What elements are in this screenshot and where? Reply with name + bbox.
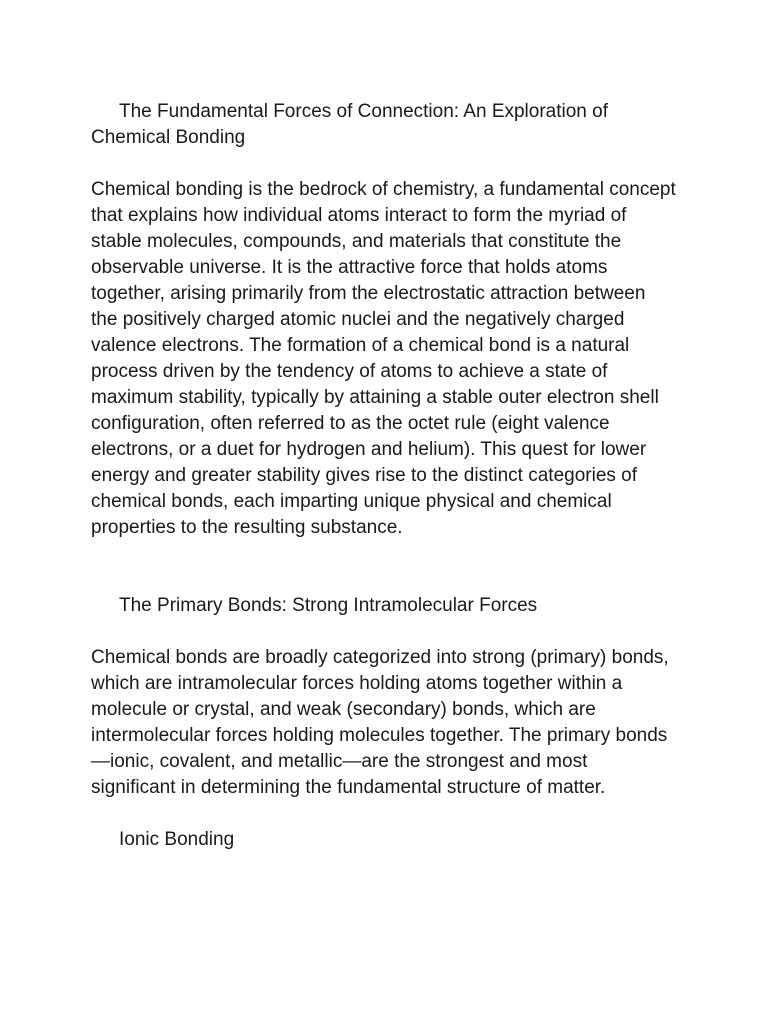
spacer bbox=[91, 619, 677, 645]
spacer bbox=[91, 541, 677, 593]
intro-paragraph: Chemical bonding is the bedrock of chemistry, a fundamental concept that explains how individual atoms interact to form the myriad of stable molecules, compounds, and materials that constitute the observable universe. It is the attractive force that holds atoms together, arising primarily from the electrostatic attraction between the positively charged atomic nuclei and the negatively charged valence electrons. The formation of a chemical bond is a natural process driven by the tendency of atoms to achieve a state of maximum stability, typically by attaining a stable outer electron shell configuration, often referred to as the octet rule (eight valence electrons, or a duet for hydrogen and helium). This quest for lower energy and greater stability gives rise to the distinct categories of chemical bonds, each imparting unique physical and chemical properties to the resulting substance. bbox=[91, 179, 676, 538]
spacer bbox=[91, 151, 677, 177]
document-title: The Fundamental Forces of Connection: An Exploration of Chemical Bonding bbox=[91, 101, 608, 148]
spacer bbox=[91, 801, 677, 827]
section-heading: The Primary Bonds: Strong Intramolecular Forces bbox=[119, 595, 538, 616]
section-paragraph: Chemical bonds are broadly categorized into strong (primary) bonds, which are intramolecular forces holding atoms together within a molecule or crystal, and weak (secondary) bonds, which are intermolecular forces holding molecules together. The primary bonds—ionic, covalent, and metallic—are the strongest and most significant in determining the fundamental structure of matter. bbox=[91, 647, 669, 798]
subsection-heading: Ionic Bonding bbox=[119, 829, 235, 850]
